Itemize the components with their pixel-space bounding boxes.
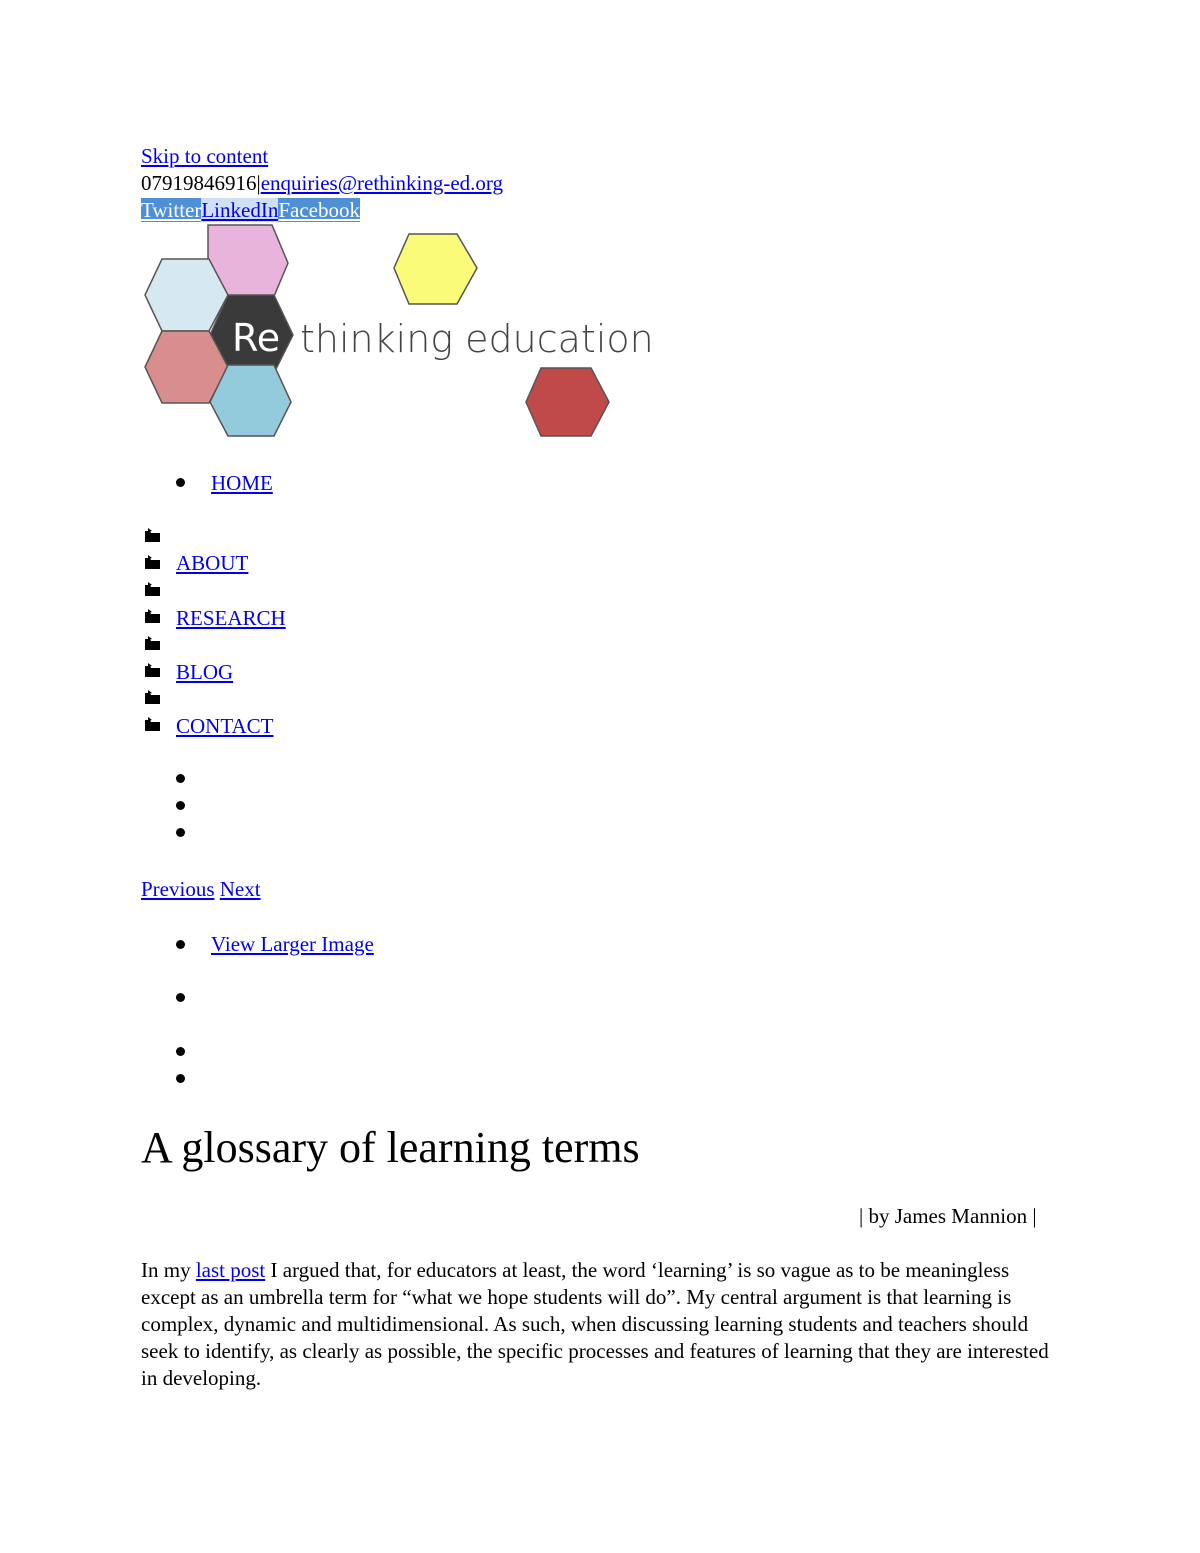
nav-home-link[interactable]: HOME [211, 471, 273, 495]
intro-text-rest: I argued that, for educators at least, the word ‘learning’ is so vague as to be meaningless except as an umbrella term for “what we hope students will do”. My central argument is that learning is complex, dynamic and multidimensional. As such, when discussing learning students and teachers should seek to identify, as clearly as possible, the specific processes and features of learning that they are interested in developing. [141, 1258, 1049, 1390]
logo-hex-red [526, 368, 609, 436]
list-bullet [176, 828, 185, 837]
folder-icon [144, 636, 162, 652]
email-link[interactable]: enquiries@rethinking-ed.org [260, 171, 504, 195]
slider-controls [141, 876, 261, 902]
list-bullet [176, 1074, 185, 1083]
folder-icon [144, 690, 162, 706]
phone-number: 07919846916 [141, 171, 257, 195]
article-byline: | by James Mannion | [859, 1204, 1037, 1228]
list-bullet [176, 993, 185, 1002]
logo-wordmark: thinking education [300, 317, 654, 361]
nav-about-link[interactable]: ABOUT [176, 551, 249, 575]
logo-hex-teal [210, 365, 291, 436]
page-title: A glossary of learning terms [141, 1123, 640, 1172]
article-intro [141, 1257, 1061, 1392]
twitter-link[interactable]: Twitter [141, 198, 202, 222]
list-bullet [176, 478, 185, 487]
contact-separator: | [256, 171, 261, 195]
facebook-link[interactable]: Facebook [278, 198, 360, 222]
nav-blog-link[interactable]: BLOG [176, 660, 234, 684]
intro-text-start: In my [141, 1258, 196, 1282]
site-logo[interactable] [141, 222, 661, 440]
social-links [141, 197, 360, 223]
folder-icon [144, 582, 162, 598]
folder-icon [144, 717, 162, 733]
logo-hex-yellow [394, 234, 477, 304]
list-bullet [176, 774, 185, 783]
nav-research-link[interactable]: RESEARCH [176, 606, 286, 630]
view-larger-image-link[interactable]: View Larger Image [211, 932, 374, 956]
list-bullet [176, 801, 185, 810]
list-bullet [176, 1047, 185, 1056]
nav-contact-link[interactable]: CONTACT [176, 714, 274, 738]
folder-icon [144, 609, 162, 625]
folder-icon [144, 555, 162, 571]
list-bullet [176, 940, 185, 949]
folder-icon [144, 663, 162, 679]
previous-link[interactable]: Previous [141, 877, 215, 901]
logo-re-text: Re [232, 316, 281, 360]
next-link[interactable]: Next [219, 877, 261, 901]
skip-to-content-link[interactable]: Skip to content [141, 144, 269, 168]
linkedin-link[interactable]: LinkedIn [201, 198, 279, 222]
contact-bar [141, 170, 503, 196]
last-post-link[interactable]: last post [195, 1258, 266, 1282]
folder-icon [144, 528, 162, 544]
